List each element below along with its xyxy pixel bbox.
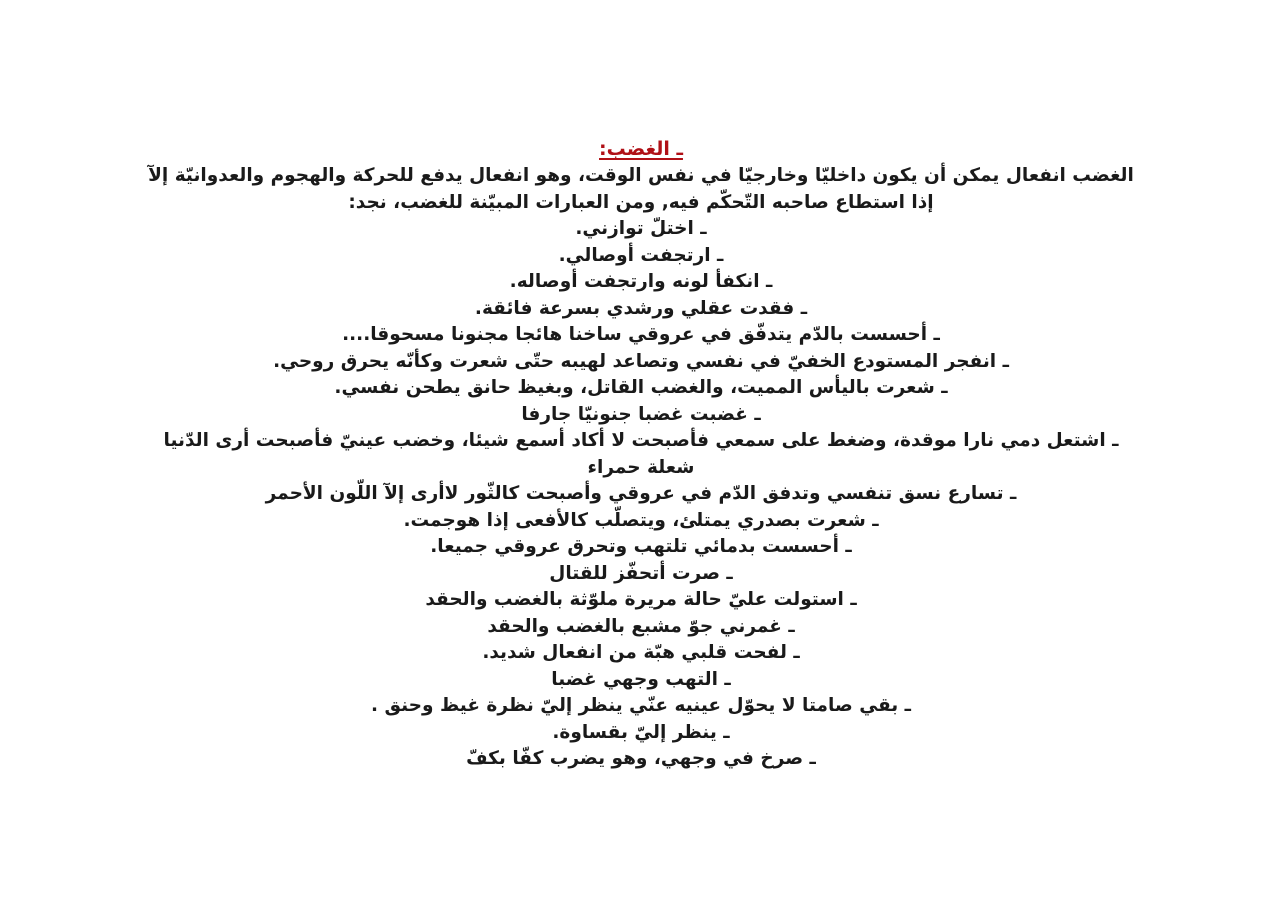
document-body — [91, 136, 1191, 773]
text-line: ـ انفجر المستودع الخفيّ في نفسي وتصاعد لهيبه حتّى شعرت وكأنّه يحرق روحي. — [273, 350, 1009, 372]
text-line: ـ شعرت بصدري يمتلئ، ويتصلّب كالأفعى إذا هوجمت. — [403, 509, 879, 531]
text-line: ـ ينظر إليّ بقساوة. — [552, 721, 730, 743]
text-line: ـ غضبت غضبا جنونيّا جارفا — [521, 403, 761, 425]
text-line: ـ انكفأ لونه وارتجفت أوصاله. — [509, 271, 773, 292]
page-title-text: ـ الغضب: — [599, 138, 683, 160]
text-line: إذا استطاع صاحبه التّحكّم فيه, ومن العبارات المبيّنة للغضب، نجد: — [348, 191, 934, 213]
text-line: ـ اختلّ توازني. — [575, 218, 707, 239]
text-line: ـ التهب وجهي غضبا — [551, 668, 731, 690]
text-line: ـ أحسست بدمائي تلتهب وتحرق عروقي جميعا. — [430, 536, 852, 557]
text-line: ـ لفحت قلبي هبّة من انفعال شديد. — [482, 642, 800, 663]
text-line: ـ تسارع نسق تنفسي وتدفق الدّم في عروقي وأصبحت كالثّور لاأرى إلآ اللّون الأحمر — [265, 483, 1017, 504]
text-line: ـ أحسست بالدّم يتدفّق في عروقي ساخنا هائجا مجنونا مسحوقا.... — [342, 324, 940, 345]
text-line: ـ اشتعل دمي نارا موقدة، وضغط على سمعي فأصبحت لا أكاد أسمع شيئا، وخضب عينيّ فأصبحت أرى الدّنيا — [163, 430, 1119, 451]
text-line: ـ ارتجفت أوصالي. — [558, 244, 724, 266]
text-line: ـ بقي صامتا لا يحوّل عينيه عنّي ينظر إليّ نظرة غيظ وحنق . — [370, 695, 911, 716]
text-line: ـ صرت أتحفّز للقتال — [549, 562, 733, 584]
text-line: ـ استولت عليّ حالة مريرة ملوّثة بالغضب والحقد — [425, 589, 857, 610]
text-line: ـ غمرني جوّ مشبع بالغضب والحقد — [487, 615, 795, 637]
text-line: ـ شعرت باليأس المميت، والغضب القاتل، وبغيظ حانق يطحن نفسي. — [334, 377, 948, 398]
text-lines — [91, 163, 1191, 773]
text-line: ـ فقدت عقلي ورشدي بسرعة فائقة. — [474, 297, 808, 319]
text-line: ـ صرخ في وجهي، وهو يضرب كفّا بكفّ — [466, 748, 816, 769]
text-line: شعلة حمراء — [587, 456, 695, 478]
page-title — [91, 136, 1191, 163]
text-line: الغضب انفعال يمكن أن يكون داخليّا وخارجيّا في نفس الوقت، وهو انفعال يدفع للحركة والهجوم والعدوانيّة إلآ — [148, 165, 1134, 186]
